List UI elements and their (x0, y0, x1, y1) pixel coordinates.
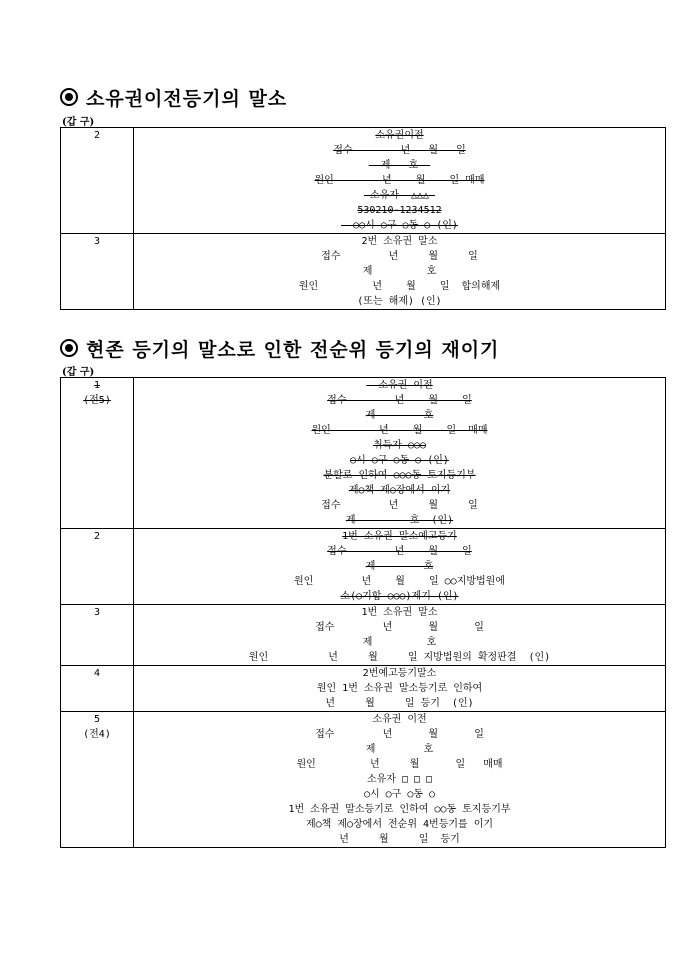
entry-line: 소유자 □ □ □ (366, 774, 433, 785)
bullet-icon (60, 339, 78, 357)
entry-line: 접수 년 월 일 (315, 729, 484, 740)
entry-line: 원인 년 월 일 ○○지방법원에 (294, 576, 505, 587)
rank-number-cell (61, 234, 134, 310)
register-row (61, 529, 666, 605)
entry-line: 년 월 일 등기 (339, 834, 460, 845)
entry-cell (134, 605, 666, 666)
rank-number-cell (61, 128, 134, 234)
entry-cell (134, 529, 666, 605)
rank-number: (전4) (83, 729, 111, 740)
bullet-icon (60, 88, 78, 106)
entry-cell (134, 666, 666, 712)
section2-title: 현존 등기의 말소로 인한 전순위 등기의 재이기 (60, 335, 499, 362)
register-table-1 (60, 127, 666, 310)
rank-number: (전5) (83, 395, 111, 406)
entry-line: 접수 년 월 일 (327, 546, 472, 557)
rank-number: 1 (93, 380, 101, 391)
entry-line: 원인 년 월 일 매매 (311, 425, 488, 436)
entry-line: 원인 1번 소유권 말소등기로 인하여 (316, 683, 483, 694)
entry-line: 제 호 (362, 637, 437, 648)
register-table-2 (60, 377, 666, 848)
entry-line: 530210-1234512 (357, 205, 442, 216)
entry-cell (134, 712, 666, 848)
entry-line: 원인 년 월 일 매매 (296, 759, 503, 770)
rank-number: 4 (93, 668, 101, 679)
rank-number-cell (61, 378, 134, 529)
entry-line: 원인 년 월 일 지방법원의 확정판결 (인) (248, 652, 551, 663)
entry-line: 취득자 ○○○ (372, 440, 427, 451)
entry-line: 소유권이전 (375, 130, 424, 141)
entry-line: 분할로 인하여 ○○○동 토지등기부 (323, 470, 476, 481)
rank-number: 2 (93, 531, 101, 542)
entry-cell (134, 378, 666, 529)
entry-line: 제 호 (365, 410, 434, 421)
entry-line: 2번예고등기말소 (362, 668, 437, 679)
register-row (61, 234, 666, 310)
entry-line: 원인 년 월 일 매매 (314, 175, 485, 186)
rank-number-cell (61, 666, 134, 712)
rank-number: 5 (93, 714, 101, 725)
rank-number-cell (61, 712, 134, 848)
entry-line: 제 호 (362, 266, 437, 277)
entry-line: 제○책 제○장에서 전순위 4번등기를 이기 (305, 819, 494, 830)
rank-number: 3 (93, 607, 101, 618)
entry-line: 원인 년 월 일 합의해제 (298, 281, 501, 292)
entry-line: 제 호 (인) (345, 515, 454, 526)
entry-cell (134, 128, 666, 234)
section2-sub: (갑 구) (62, 367, 95, 378)
register-row (61, 128, 666, 234)
entry-line: 제 호 (365, 744, 434, 755)
rank-number: 2 (93, 130, 101, 141)
entry-line: 접수 년 월 일 (321, 500, 478, 511)
section1-sub: (갑 구) (62, 117, 95, 128)
entry-line: 소유권 이전 (372, 714, 427, 725)
entry-line: 소(○기합 ○○○)제기 (인) (340, 591, 459, 602)
register-row (61, 712, 666, 848)
entry-line: 제 호 (368, 160, 431, 171)
entry-line: 1번 소유권 말소등기로 인하여 ○○동 토지등기부 (288, 804, 511, 815)
entry-line: ○시 ○구 ○동 ○ (인) (350, 455, 449, 466)
entry-line: 접수 년 월 일 (333, 145, 466, 156)
entry-line: (또는 해제) (인) (357, 296, 442, 307)
entry-line: ○시 ○구 ○동 ○ (363, 789, 436, 800)
register-row (61, 378, 666, 529)
section1-title: 소유권이전등기의 말소 (60, 84, 287, 111)
entry-line: 접수 년 월 일 (315, 622, 484, 633)
entry-line: 접수 년 월 일 (321, 251, 478, 262)
entry-line: 년 월 일 등기 (인) (325, 698, 474, 709)
rank-number: 3 (93, 236, 101, 247)
rank-number-cell (61, 605, 134, 666)
entry-line: 1번 소유권 말소 (361, 607, 438, 618)
entry-line: 제 호 (365, 561, 434, 572)
rank-number-cell (61, 529, 134, 605)
entry-line: 2번 소유권 말소 (361, 236, 438, 247)
entry-line: 1번 소유권 말소예고등기 (342, 531, 457, 542)
entry-line: 소유권 이전 (366, 380, 433, 391)
entry-line: 접수 년 월 일 (327, 395, 472, 406)
entry-line: 제○책 제○장에서 이기 (348, 485, 451, 496)
register-row (61, 666, 666, 712)
entry-line: 소유자 △△△ (363, 190, 436, 201)
entry-line: ○○시 ○구 ○동 ○ (인) (341, 220, 458, 231)
register-row (61, 605, 666, 666)
entry-cell (134, 234, 666, 310)
